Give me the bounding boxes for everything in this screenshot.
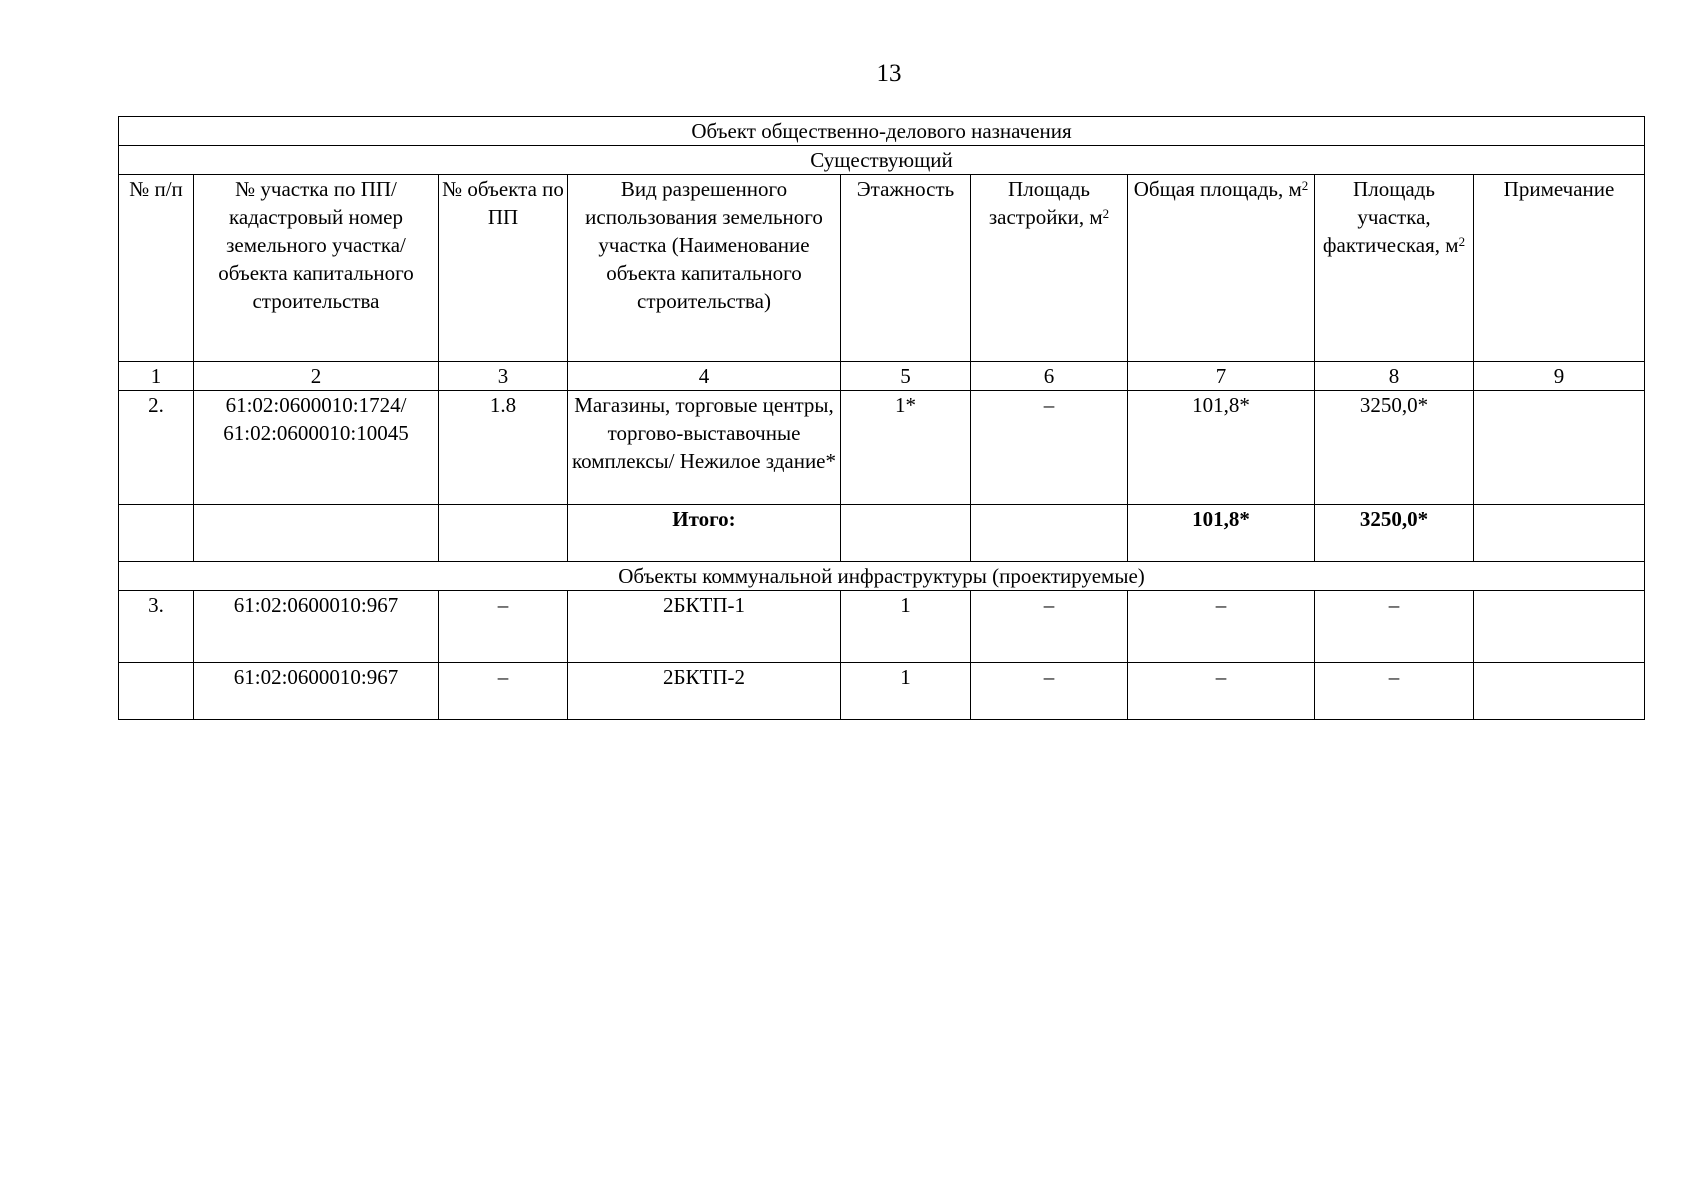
- total-label: Итого:: [568, 505, 841, 562]
- cell-num: 3.: [119, 591, 194, 663]
- cell-build-area: –: [971, 663, 1128, 720]
- total-area-sum: 101,8*: [1128, 505, 1315, 562]
- cell-plot-area: 3250,0*: [1315, 391, 1474, 505]
- header-build-area: Площадь застройки, $м^2$: [971, 175, 1128, 362]
- section2-title: Объекты коммунальной инфраструктуры (проектируемые): [119, 562, 1645, 591]
- column-number: 8: [1315, 362, 1474, 391]
- column-number: 7: [1128, 362, 1315, 391]
- cell-plot-area: –: [1315, 591, 1474, 663]
- column-number: 5: [841, 362, 971, 391]
- subsection-title: Существующий: [119, 146, 1645, 175]
- cell-total-area: –: [1128, 591, 1315, 663]
- cell-note: [1474, 663, 1645, 720]
- cell-floors: 1*: [841, 391, 971, 505]
- page-number: 13: [876, 60, 902, 87]
- cell-object-no: –: [439, 663, 568, 720]
- cell-total-area: 101,8*: [1128, 391, 1315, 505]
- cell-note: [1474, 591, 1645, 663]
- header-row: [119, 175, 1645, 362]
- column-number: 1: [119, 362, 194, 391]
- column-number: 9: [1474, 362, 1645, 391]
- cell-num: [119, 663, 194, 720]
- column-number: 6: [971, 362, 1128, 391]
- section-title: Объект общественно-делового назначения: [119, 117, 1645, 146]
- column-number: 2: [194, 362, 439, 391]
- cell-num: 2.: [119, 391, 194, 505]
- table-row: [119, 663, 1645, 720]
- cell-object-no: –: [439, 591, 568, 663]
- cell-floors: 1: [841, 663, 971, 720]
- header-plot-area: Площадь участка, фактическая, $м^2$: [1315, 175, 1474, 362]
- cell-floors: 1: [841, 591, 971, 663]
- plot-area-sum: 3250,0*: [1315, 505, 1474, 562]
- column-number: 4: [568, 362, 841, 391]
- cell-object-no: 1.8: [439, 391, 568, 505]
- cell-cadastral: 61:02:0600010:1724/ 61:02:0600010:10045: [194, 391, 439, 505]
- cell-cadastral: 61:02:0600010:967: [194, 663, 439, 720]
- cell-cadastral: 61:02:0600010:967: [194, 591, 439, 663]
- cell-use-type: 2БКТП-2: [568, 663, 841, 720]
- header-floors: Этажность: [841, 175, 971, 362]
- objects-table: [118, 116, 1645, 720]
- header-total-area: Общая площадь, $м^2$: [1128, 175, 1315, 362]
- header-object-no: № объекта по ПП: [439, 175, 568, 362]
- header-use-type: Вид разрешенного использования земельного участка (Наименование объекта капитального строительства): [568, 175, 841, 362]
- header-note: Примечание: [1474, 175, 1645, 362]
- table-row: [119, 391, 1645, 505]
- column-number: 3: [439, 362, 568, 391]
- cell-total-area: –: [1128, 663, 1315, 720]
- total-row: [119, 505, 1645, 562]
- header-cadastral: № участка по ПП/ кадастровый номер земельного участка/ объекта капитального строительства: [194, 175, 439, 362]
- cell-use-type: Магазины, торговые центры, торгово-выставочные комплексы/ Нежилое здание*: [568, 391, 841, 505]
- cell-plot-area: –: [1315, 663, 1474, 720]
- cell-use-type: 2БКТП-1: [568, 591, 841, 663]
- table-row: [119, 591, 1645, 663]
- cell-build-area: –: [971, 591, 1128, 663]
- cell-build-area: –: [971, 391, 1128, 505]
- cell-note: [1474, 391, 1645, 505]
- header-num: № п/п: [119, 175, 194, 362]
- column-numbers-row: [119, 362, 1645, 391]
